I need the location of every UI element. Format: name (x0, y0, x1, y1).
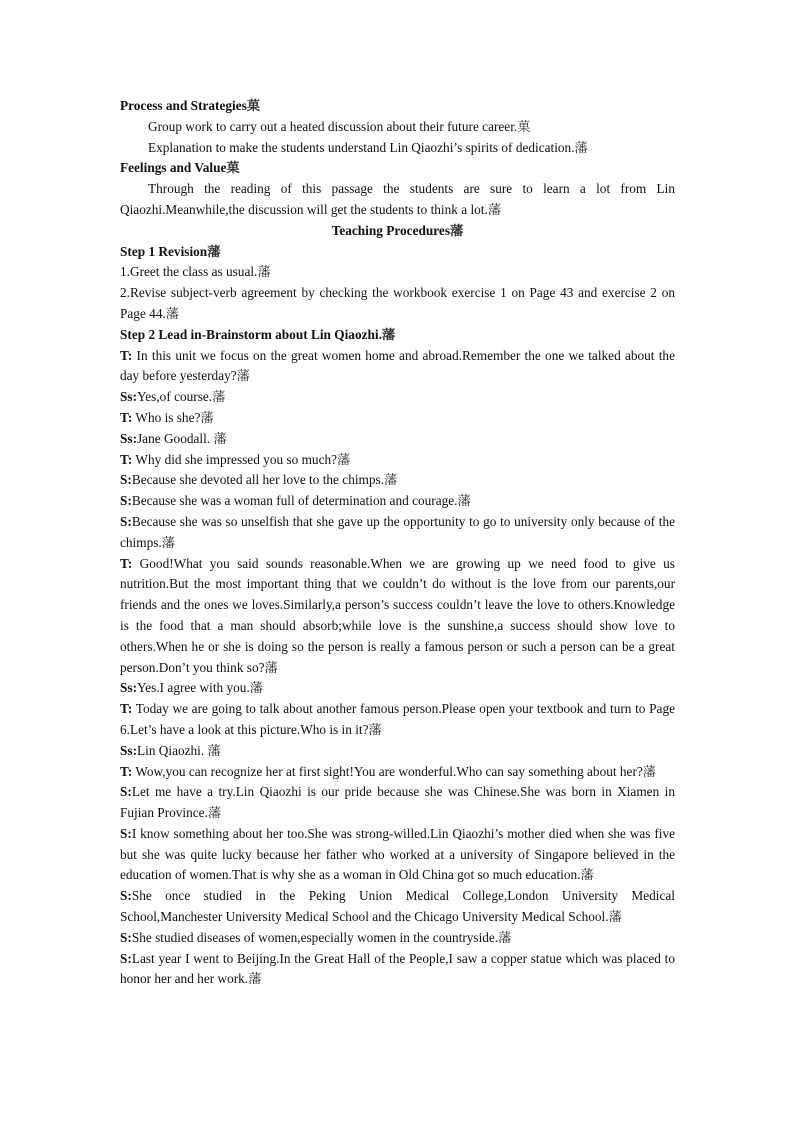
line-mark: 藩 (200, 409, 214, 425)
line-mark: 藩 (264, 659, 278, 675)
dialogue-text: Good!What you said sounds reasonable.When we are growing up we need food to give us nutrition.But the most important thing that we couldn’t do without is the love from our parents,our friends and the ones we loves.Similarly,a person’s success couldn’t leave the love to others.Knowledge is the food that a man should absorb;while love is the sunshine,a success should show love to others.When he or she is doing so the person is really a famous person or such a person can be a great person.Don’t you think so? (120, 555, 675, 675)
feelings-text: Through the reading of this passage the students are sure to learn a lot from Lin Qiaozhi.Meanwhile,the discussion will get the students to think a lot.藩 (120, 181, 675, 217)
speaker-label: S: (120, 472, 132, 488)
line-mark: 藩 (207, 805, 222, 821)
process-line-2: Explanation to make the students understand Lin Qiaozhi’s spirits of dedication.藩 (148, 139, 588, 155)
dialogue-text: Let me have a try.Lin Qiaozhi is our pride because she was Chinese.She was born in Xiamen in Fujian Province. (120, 784, 675, 821)
speaker-label: S: (120, 493, 132, 509)
speaker-label: T: (120, 451, 133, 467)
speaker-label: S: (120, 929, 132, 945)
speaker-label: S: (120, 825, 132, 841)
speaker-label: Ss: (120, 680, 137, 696)
dialogue-text: Wow,you can recognize her at first sight!You are wonderful.Who can say something about her? (132, 763, 643, 779)
dialogue-text: Today we are going to talk about another famous person.Please open your textbook and turn to Page 6.Let’s have a look at this picture.Who is in it? (120, 701, 675, 737)
dialogue-line (120, 554, 675, 679)
dialogue-text: Because she was so unselfish that she gave up the opportunity to go to university only because of the chimps. (120, 513, 675, 550)
line-mark: 藩 (368, 721, 382, 737)
dialogue-line (120, 387, 675, 408)
dialogue-text: Last year I went to Beijing.In the Great Hall of the People,I saw a copper statue which was placed to honor her and her work. (120, 950, 675, 987)
dialogue-line (120, 470, 675, 491)
process-heading: Process and Strategies菓 (120, 98, 261, 113)
speaker-label: Ss: (120, 389, 137, 405)
line-mark: 藩 (580, 867, 594, 883)
speaker-label: S: (120, 888, 132, 904)
dialogue-text: Jane Goodall. (137, 430, 214, 446)
line-mark: 藩 (457, 493, 471, 509)
dialogue-text: Lin Qiaozhi. (137, 742, 208, 758)
speaker-label: S: (120, 784, 132, 800)
dialogue-text: She studied diseases of women,especially women in the countryside. (131, 929, 499, 945)
line-mark: 藩 (213, 430, 227, 446)
dialogue-text: She once studied in the Peking Union Medical College,London University Medical School,Manchester University Medical School and the Chicago University Medical School. (120, 888, 675, 925)
dialogue-line (120, 741, 675, 762)
dialogue-line (120, 699, 675, 741)
dialogue-line (120, 824, 675, 886)
dialogue-line (120, 408, 675, 429)
document-page (120, 96, 675, 990)
line-mark: 藩 (642, 763, 657, 779)
dialogue-text: Yes.I agree with you. (137, 680, 250, 696)
line-mark: 藩 (608, 909, 622, 925)
line-mark: 藩 (249, 680, 264, 696)
speaker-label: T: (120, 763, 133, 779)
line-mark: 藩 (207, 742, 221, 758)
dialogue-line (120, 928, 675, 949)
line-mark: 藩 (384, 472, 398, 488)
dialogue-text: Because she was a woman full of determination and courage. (131, 493, 458, 509)
line-mark: 藩 (236, 368, 250, 384)
dialogue-text: Why did she impressed you so much? (132, 451, 338, 467)
step1-item-1: 1.Greet the class as usual.藩 (120, 264, 271, 280)
speaker-label: S: (120, 513, 132, 529)
step1-item-2: 2.Revise subject-verb agreement by checking the workbook exercise 1 on Page 43 and exercise 2 on Page 44.藩 (120, 285, 675, 321)
dialogue-text: Because she devoted all her love to the chimps. (131, 472, 385, 488)
dialogue-line (120, 762, 675, 783)
process-line-1: Group work to carry out a heated discussion about their future career.菓 (148, 118, 531, 134)
dialogue (120, 346, 675, 991)
procedures-title: Teaching Procedures藩 (331, 222, 464, 238)
speaker-label: T: (120, 701, 133, 717)
dialogue-text: Yes,of course. (137, 389, 213, 405)
dialogue-line (120, 949, 675, 991)
step1-heading: Step 1 Revision藩 (120, 243, 221, 259)
dialogue-line (120, 346, 675, 388)
dialogue-line (120, 429, 675, 450)
dialogue-text: Who is she? (132, 409, 201, 425)
dialogue-text: I know something about her too.She was strong-willed.Lin Qiaozhi’s mother died when she was five but she was quite lucky because her father who worked at a university of Singapore believed in the education of women.That is why she as a woman in Old China got so much education. (120, 825, 675, 883)
dialogue-line (120, 678, 675, 699)
speaker-label: T: (120, 409, 133, 425)
speaker-label: T: (120, 347, 133, 363)
dialogue-line (120, 450, 675, 471)
line-mark: 藩 (498, 929, 512, 945)
dialogue-line (120, 886, 675, 928)
dialogue-line (120, 491, 675, 512)
line-mark: 藩 (212, 389, 226, 405)
speaker-label: Ss: (120, 430, 137, 446)
line-mark: 藩 (248, 971, 262, 987)
dialogue-line (120, 782, 675, 824)
dialogue-text: In this unit we focus on the great women home and abroad.Remember the one we talked about the day before yesterday? (120, 347, 675, 384)
speaker-label: Ss: (120, 742, 137, 758)
speaker-label: S: (120, 950, 132, 966)
feelings-heading: Feelings and Value菓 (120, 160, 240, 176)
speaker-label: T: (120, 555, 133, 571)
line-mark: 藩 (337, 451, 351, 467)
step2-heading: Step 2 Lead in-Brainstorm about Lin Qiaozhi.藩 (120, 326, 396, 342)
dialogue-line (120, 512, 675, 554)
line-mark: 藩 (161, 534, 176, 550)
